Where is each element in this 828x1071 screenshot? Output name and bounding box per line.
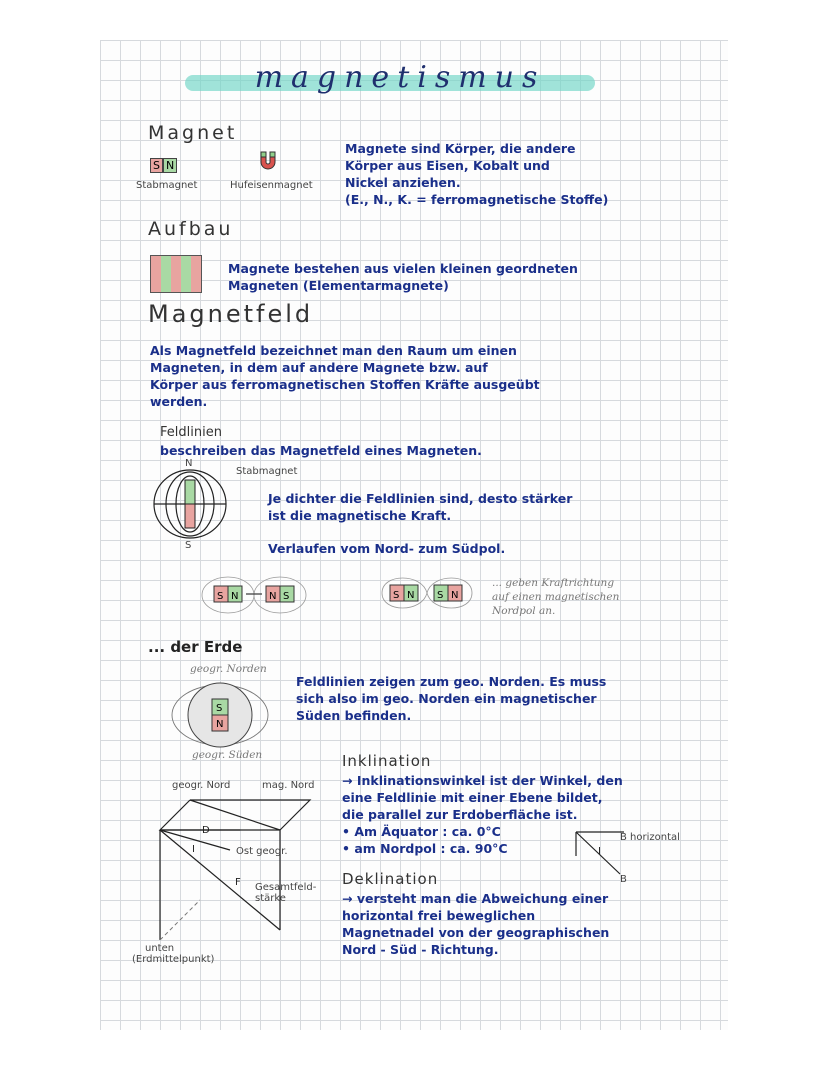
inklination-text: → Inklinationswinkel ist der Winkel, den eine Feldlinie mit einer Ebene bildet, die parallel zur Erdoberfläche ist. • Am Äquator : ca. 0°C • am Nordpol : ca. 90°C [342, 773, 623, 856]
kraftrichtung-note: ... geben Kraftrichtung auf einen magnetischen Nordpol an. [492, 577, 620, 617]
s-label: S [185, 540, 192, 551]
stabmagnet-icon: S N [150, 154, 177, 173]
repel-diagram [372, 568, 482, 618]
magnetfeld-heading: Magnetfeld [148, 300, 314, 328]
geo-south-label: geogr. Süden [192, 749, 263, 761]
feldlinien-text2: Verlaufen vom Nord- zum Südpol. [268, 541, 506, 556]
unten-label: unten [145, 943, 175, 954]
svg-text:I: I [598, 846, 601, 857]
gesamt-label: Gesamtfeld- stärke [255, 882, 317, 904]
svg-text:N: N [269, 591, 277, 602]
aufbau-heading: Aufbau [148, 218, 234, 240]
elementarmagnete-icon [150, 255, 202, 293]
vector-diagram [140, 790, 340, 950]
n-label: N [185, 458, 193, 469]
svg-text:N: N [407, 590, 415, 601]
svg-text:N: N [231, 591, 239, 602]
erde-heading: ... der Erde [148, 638, 243, 656]
magnetfeld-text: Als Magnetfeld bezeichnet man den Raum um einen Magneten, in dem auf andere Magnete bzw. auf Körper aus ferromagnetischen Stoffen Kräfte ausgeübt werden. [150, 343, 540, 409]
geo-nord-label: geogr. Nord [172, 780, 231, 791]
svg-text:S: S [217, 591, 224, 602]
aufbau-text: Magnete bestehen aus vielen kleinen geordneten Magneten (Elementarmagnete) [228, 261, 578, 293]
svg-text:F: F [235, 877, 241, 888]
ost-label: Ost geogr. [236, 846, 288, 857]
feldlinien-diagram [150, 468, 240, 540]
erdmittelpunkt-label: (Erdmittelpunkt) [132, 954, 215, 965]
attract-diagram [200, 572, 310, 618]
earth-diagram [170, 675, 270, 755]
svg-text:S: S [283, 591, 290, 602]
feldlinien-subtitle: beschreiben das Magnetfeld eines Magneten. [160, 443, 482, 458]
deklination-heading: Deklination [342, 870, 439, 888]
hufeisenmagnet-icon [258, 150, 278, 172]
svg-text:D: D [202, 825, 210, 836]
feldlinien-text1: Je dichter die Feldlinien sind, desto stärker ist die magnetische Kraft. [268, 491, 573, 523]
erde-text: Feldlinien zeigen zum geo. Norden. Es muss sich also im geo. Norden ein magnetischer Süden befinden. [296, 674, 607, 723]
svg-text:I: I [192, 844, 195, 855]
page-title: magnetismus [254, 60, 546, 95]
inklination-heading: Inklination [342, 752, 432, 770]
geo-north-label: geogr. Norden [190, 663, 267, 675]
svg-text:S: S [437, 590, 444, 601]
svg-text:N: N [216, 719, 224, 730]
svg-text:S: S [393, 590, 400, 601]
deklination-text: → versteht man die Abweichung einer horizontal frei beweglichen Magnetnadel von der geographischen Nord - Süd - Richtung. [342, 891, 610, 957]
stabmagnet-label: Stabmagnet [136, 180, 198, 191]
mag-nord-label: mag. Nord [262, 780, 315, 791]
feldlinien-heading: Feldlinien [160, 425, 222, 440]
svg-text:S: S [216, 703, 223, 714]
b-horizontal-label: B horizontal [620, 832, 680, 843]
hufeisen-label: Hufeisenmagnet [230, 180, 313, 191]
magnet-heading: Magnet [148, 122, 238, 144]
svg-text:N: N [451, 590, 459, 601]
magnet-text: Magnete sind Körper, die andere Körper aus Eisen, Kobalt und Nickel anziehen. (E., N., K. = ferromagnetische Stoffe) [345, 141, 609, 207]
b-label: B [620, 874, 627, 885]
feldlinien-stabmagnet-label: Stabmagnet [236, 466, 298, 477]
